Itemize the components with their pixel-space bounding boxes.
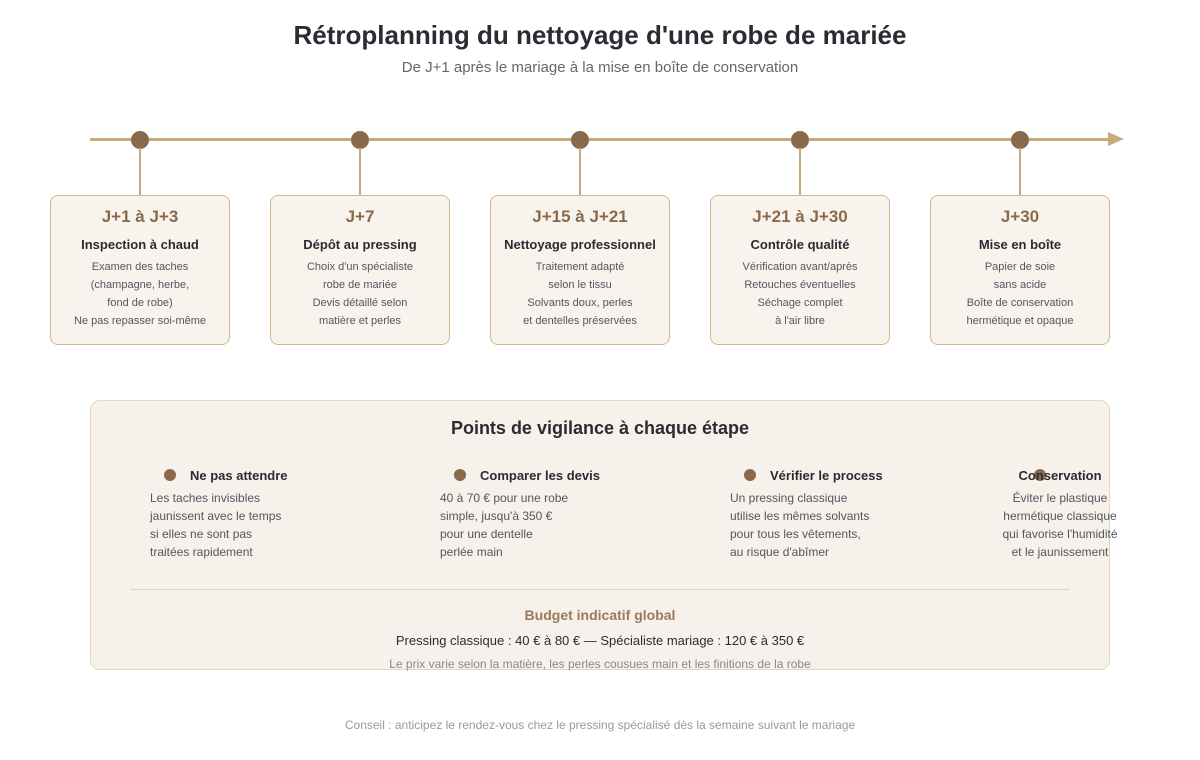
card-title: Inspection à chaud	[81, 237, 199, 252]
card-text: Traitement adapté	[535, 261, 625, 273]
point-line: 40 à 70 € pour une robe	[440, 491, 569, 505]
card-date: J+1 à J+3	[101, 207, 179, 226]
point-line: et le jaunissement	[1011, 545, 1109, 559]
card-title: Mise en boîte	[978, 237, 1062, 252]
point-line: utilise les mêmes solvants	[730, 509, 870, 523]
point-line: simple, jusqu'à 350 €	[440, 509, 553, 523]
point-text	[150, 489, 281, 561]
card-text: Papier de soie	[984, 261, 1056, 273]
timeline-marker	[791, 131, 809, 149]
card-text: Devis détaillé selon	[312, 297, 408, 309]
timeline-axis	[90, 138, 1112, 141]
card-text: robe de mariée	[323, 279, 397, 291]
timeline-connector	[139, 148, 141, 195]
timeline-card	[50, 195, 230, 345]
budget-line: Pressing classique : 40 € à 80 € — Spécialiste mariage : 120 € à 350 €	[395, 633, 805, 648]
card-text: et dentelles préservées	[523, 315, 637, 327]
point-line: pour tous les vêtements,	[730, 527, 861, 541]
card-title: Contrôle qualité	[750, 237, 850, 252]
point-text	[730, 489, 869, 561]
card-title: Nettoyage professionnel	[504, 237, 656, 252]
card-text: Boîte de conservation	[966, 297, 1074, 309]
bullet-icon	[744, 469, 756, 481]
point-line: traitées rapidement	[150, 545, 253, 559]
point-line: au risque d'abîmer	[730, 545, 830, 559]
card-text: fond de robe)	[107, 297, 173, 309]
timeline-marker	[571, 131, 589, 149]
point-line: qui favorise l'humidité	[1002, 527, 1118, 541]
card-date: J+7	[345, 207, 375, 226]
card-text: selon le tissu	[548, 279, 612, 291]
timeline-card	[270, 195, 450, 345]
card-text: Vérification avant/après	[742, 261, 858, 273]
card-date: J+15 à J+21	[532, 207, 628, 226]
card-text: hermétique et opaque	[966, 315, 1074, 327]
point-heading: Ne pas attendre	[190, 468, 288, 483]
timeline-card	[930, 195, 1110, 345]
point-line: hermétique classique	[1003, 509, 1117, 523]
page-subtitle: De J+1 après le mariage à la mise en boîte de conservation	[401, 59, 799, 76]
bullet-icon	[454, 469, 466, 481]
point-line: Éviter le plastique	[1012, 491, 1108, 505]
timeline-connector	[799, 148, 801, 195]
timeline-card	[710, 195, 890, 345]
point-line: Les taches invisibles	[150, 491, 261, 505]
point-text	[996, 489, 1124, 561]
timeline-connector	[359, 148, 361, 195]
point-line: Un pressing classique	[730, 491, 848, 505]
timeline-connector	[1019, 148, 1021, 195]
point-line: si elles ne sont pas	[150, 527, 253, 541]
card-text: Solvants doux, perles	[527, 297, 633, 309]
card-text: à l'air libre	[775, 315, 825, 327]
card-text: Examen des taches	[91, 261, 189, 273]
point-line: jaunissent avec le temps	[150, 509, 282, 523]
footer-tip: Conseil : anticipez le rendez-vous chez le pressing spécialisé dès la semaine suivant le mariage	[344, 718, 856, 732]
card-date: J+21 à J+30	[752, 207, 848, 226]
card-text: (champagne, herbe,	[90, 279, 190, 291]
card-text: Ne pas repasser soi-même	[73, 315, 207, 327]
page-title: Rétroplanning du nettoyage d'une robe de mariée	[293, 20, 907, 50]
timeline-marker	[131, 131, 149, 149]
timeline-arrow-icon	[1108, 132, 1124, 146]
card-text: Choix d'un spécialiste	[306, 261, 414, 273]
panel-divider	[130, 589, 1070, 590]
card-text: Retouches éventuelles	[744, 279, 856, 291]
timeline-marker	[351, 131, 369, 149]
timeline-card	[490, 195, 670, 345]
card-title: Dépôt au pressing	[303, 237, 417, 252]
budget-title: Budget indicatif global	[524, 607, 676, 623]
vigilance-title: Points de vigilance à chaque étape	[450, 418, 750, 438]
point-line: pour une dentelle	[440, 527, 533, 541]
point-heading: Conservation	[1018, 468, 1102, 483]
bullet-icon	[164, 469, 176, 481]
card-date: J+30	[1000, 207, 1040, 226]
card-text: Séchage complet	[757, 297, 843, 309]
point-line: perlée main	[440, 545, 503, 559]
timeline-marker	[1011, 131, 1029, 149]
card-text: sans acide	[993, 279, 1047, 291]
point-heading: Vérifier le process	[770, 468, 883, 483]
budget-note: Le prix varie selon la matière, les perles cousues main et les finitions de la robe	[389, 657, 811, 671]
timeline-connector	[579, 148, 581, 195]
card-text: matière et perles	[319, 315, 401, 327]
point-heading: Comparer les devis	[480, 468, 600, 483]
point-text	[440, 489, 568, 561]
